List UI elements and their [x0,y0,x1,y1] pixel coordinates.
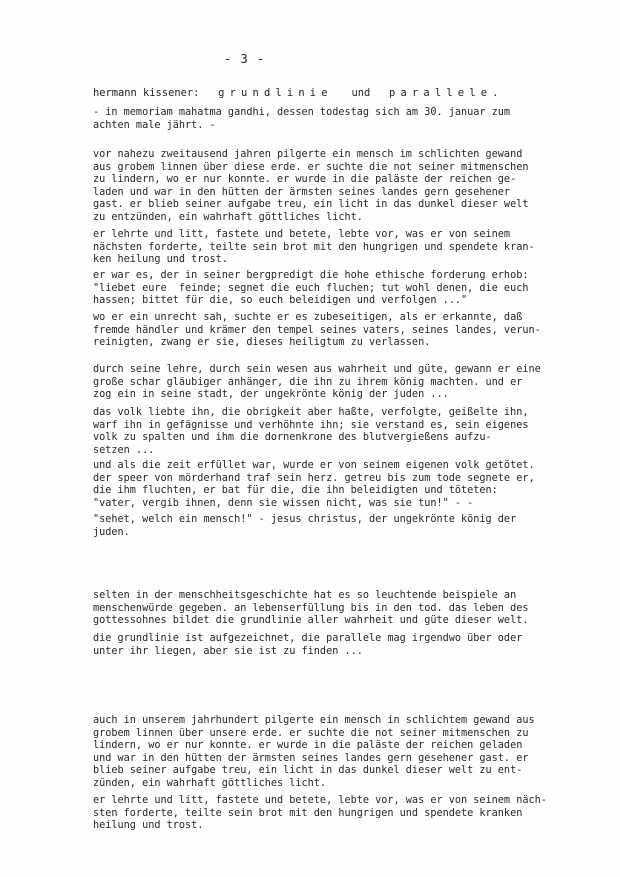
paragraph-menschheitsgeschichte: selten in der menschheitsgeschichte hat es so leuchtende beispiele an menschenwürde gegeben. an lebenserfüllung bis in den tod. das leben des gottessohnes bildet die grundlinie aller wahrheit und güte dieser welt. [93,590,529,627]
paragraph-pilgrim-jesus: vor nahezu zweitausend jahren pilgerte ein mensch im schlichten gewand aus grobem linnen über diese erde. er suchte die not seiner mitmenschen zu lindern, wo er nur konnte. er wurde in die paläste der reichen ge- laden und war in den hütten der ärmsten seines landes gern gesehener gast. er blieb seiner aufgabe treu, ein licht in das dunkel dieser welt zu entzünden, ein wahrhaft göttliches licht. [93,149,529,223]
paragraph-getoetet: und als die zeit erfüllet war, wurde er von seinem eigenen volk getötet. der speer von mörderhand traf sein herz. getreu bis zum tode segnete er, die ihm fluchten, er bat für die, die ihn beleidigten und töteten: "vater, vergib ihnen, denn sie wissen nicht, was sie tun!" - - [93,460,535,509]
paragraph-lehre: durch seine lehre, durch sein wesen aus wahrheit und güte, gewann er eine große schar gläubiger anhänger, die ihn zu ihrem könig machten. und er zog ein in seine stadt, der ungekrönte könig der juden ... [93,364,541,401]
title-und: und [351,87,371,99]
title-grundlinie: grundlinie [218,87,333,99]
paragraph-tempel: wo er ein unrecht sah, suchte er es zubeseitigen, als er erkannte, daß fremde händler und krämer den tempel seines vaters, seines landes, verun- reinigten, zwang er sie, dieses heiligtum zu verlassen. [93,312,541,349]
document-header [93,86,593,100]
author-name: hermann kissener: [93,87,200,99]
paragraph-lehrte-litt: er lehrte und litt, fastete und betete, lebte vor, was er von seinem nächsten forderte, teilte sein brot mit den hungrigen und spendete kran- ken heilung und trost. [93,229,535,266]
paragraph-gandhi-lehrte: er lehrte und litt, fastete und betete, lebte vor, was er von seinem näch- sten forderte, teilte sein brot mit den hungrigen und spendete kranken heilung und trost. [93,795,547,832]
paragraph-pilgrim-gandhi: auch in unserem jahrhundert pilgerte ein mensch in schlichtem gewand aus grobem linnen über unsere erde. er suchte die not seiner mitmenschen zu lindern, wo er nur konnte. er wurde in die paläste der reichen geladen und war in den hütten der ärmsten seines landes gern gesehener gast. er blieb seiner aufgabe treu, ein licht in das dunkel dieser welt zu ent- zünden, ein wahrhaft göttliches licht. [93,715,535,789]
paragraph-grundlinie: die grundlinie ist aufgezeichnet, die parallele mag irgendwo über oder unter ihr liegen, aber sie ist zu finden ... [93,633,523,657]
paragraph-volk: das volk liebte ihn, die obrigkeit aber haßte, verfolgte, geißelte ihn, warf ihn in gefägnisse und verhöhnte ihn; sie verstand es, sein eigenes volk zu spalten und ihm die dornenkrone des blutvergießens aufzu- setzen ... [93,407,529,456]
page-number: - 3 - [224,52,266,66]
dedication-paragraph: - in memoriam mahatma gandhi, dessen todestag sich am 30. januar zum achten male jährt. - [93,107,511,131]
paragraph-bergpredigt: er war es, der in seiner bergpredigt die hohe ethische forderung erhob: "liebet eure feinde; segnet die euch fluchen; tut wohl denen, die euch hassen; bittet für die, so euch beleidigen und verfolgen ..." [93,270,529,307]
title-parallele: parallele. [389,87,504,99]
paragraph-sehet: "sehet, welch ein mensch!" - jesus christus, der ungekrönte könig der juden. [93,514,517,538]
